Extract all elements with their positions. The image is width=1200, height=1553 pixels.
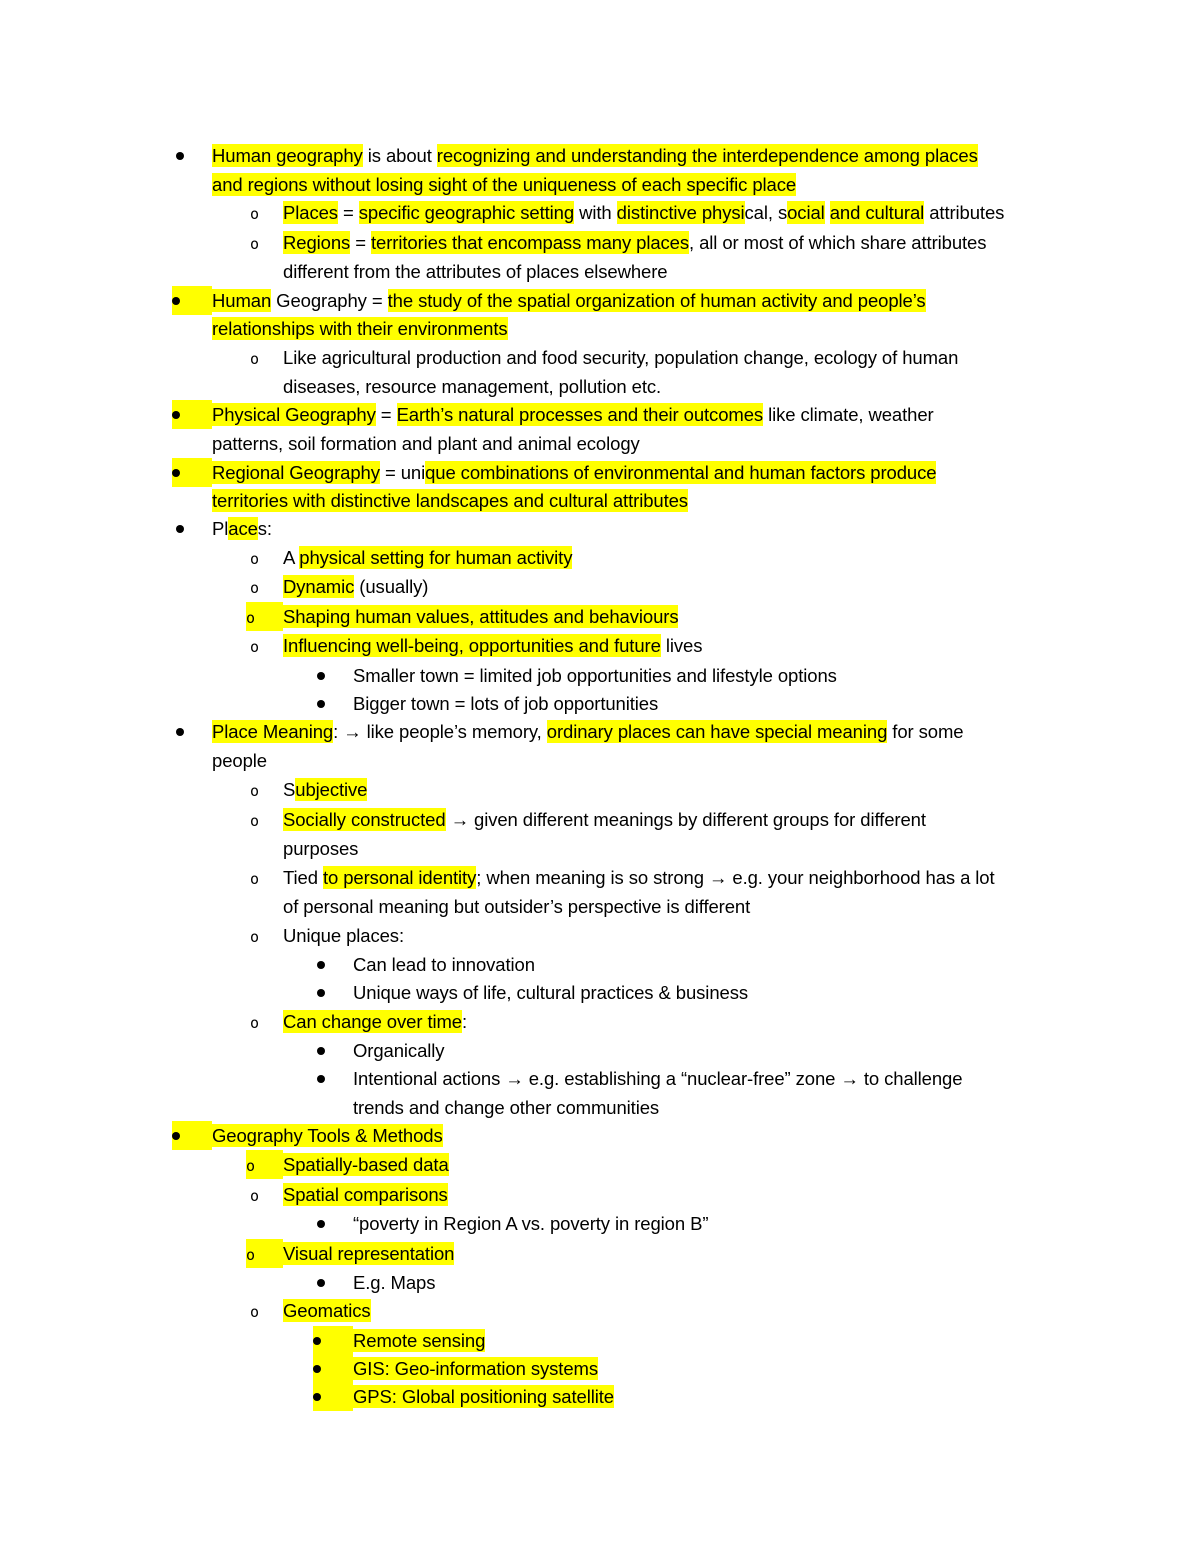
highlighted-text: Geography Tools & Methods [212,1125,443,1146]
note-line [353,1064,962,1093]
note-line [212,746,267,775]
note-line [283,892,750,921]
highlighted-text: territories with distinctive landscapes and cultural attributes [212,490,688,511]
bullet-marker [176,717,212,746]
bullet-marker [317,950,353,979]
note-line [283,543,572,572]
note-line [212,170,796,199]
note-line [353,1036,444,1065]
note-text: lives [660,635,703,656]
bullet-marker [317,689,353,718]
highlighted-text: ocial [787,202,825,223]
note-text: → given different meanings by different groups for different [445,809,926,830]
highlighted-text: ubjective [295,779,368,800]
note-text: E.g. Maps [353,1272,436,1293]
highlighted-text: ordinary places can have special meaning [546,721,888,742]
note-line [283,1180,448,1209]
bullet-marker [317,978,353,1007]
note-text: , all or most of which share attributes [689,232,987,253]
note-text: with [574,202,617,223]
note-text: Pl [212,518,229,539]
note-text: Smaller town = limited job opportunities and lifestyle options [353,665,837,686]
highlighted-text: Physical Geography [212,404,376,425]
bullet-marker [172,1121,212,1150]
note-line [212,429,640,458]
note-text: Tied [283,867,323,888]
circle-marker: o [250,350,260,368]
circle-marker: o [250,782,260,800]
note-text: for some [887,721,964,742]
note-line [283,198,1004,227]
highlighted-text: Remote sensing [353,1330,486,1351]
highlighted-text: Places [283,202,338,223]
note-line [283,921,404,950]
circle-marker: o [250,1303,260,1321]
note-line [283,343,958,372]
note-line [212,458,936,487]
note-line [353,1268,435,1297]
highlighted-text: GPS: Global positioning satellite [353,1386,614,1407]
note-line [353,689,658,718]
bullet-marker [172,286,212,315]
note-line [353,1354,598,1383]
bullet-marker [317,1268,353,1297]
note-text: trends and change other communities [353,1097,660,1118]
note-line [212,486,688,515]
note-text: Geography = [271,290,388,311]
note-text: Intentional actions → e.g. establishing a “nuclear-free” zone → to challenge [353,1068,963,1089]
note-line [283,805,926,834]
highlighted-text: Regional Geography [212,462,380,483]
highlighted-text: Socially constructed [283,809,446,830]
note-line [283,1239,454,1268]
note-text: “poverty in Region A vs. poverty in region B” [353,1213,709,1234]
bullet-marker [176,141,212,170]
highlighted-text: distinctive physi [616,202,745,223]
note-text: attributes [924,202,1005,223]
highlighted-text: Visual representation [283,1243,455,1264]
highlighted-text: and cultural [829,202,925,223]
circle-marker: o [250,235,260,253]
note-line [212,286,926,315]
note-text: Can lead to innovation [353,954,535,975]
bullet-marker [172,400,212,429]
note-text: = [375,404,397,425]
highlighted-text: the study of the spatial organization of human activity and people’s [387,290,926,311]
highlighted-text: territories that encompass many places [370,232,690,253]
circle-marker: o [250,928,260,946]
note-line [283,1296,371,1325]
note-text: like climate, weather [763,404,934,425]
bullet-marker [317,1036,353,1065]
note-text: diseases, resource management, pollution etc. [283,376,662,397]
note-line [283,572,428,601]
note-line [212,400,934,429]
highlighted-text: Human geography [212,145,363,166]
highlighted-text: Spatially-based data [283,1154,449,1175]
highlighted-text: Spatial comparisons [283,1184,448,1205]
note-line [212,717,963,746]
note-text: purposes [283,838,359,859]
note-text: = uni [379,462,426,483]
note-line [212,514,272,543]
note-text: A [283,547,300,568]
note-text: Organically [353,1040,445,1061]
note-text [825,202,830,223]
highlighted-text: recognizing and understanding the interdependence among places [436,145,978,166]
note-line [212,314,508,343]
highlighted-text: que combinations of environmental and human factors produce [425,462,937,483]
note-text: Unique ways of life, cultural practices & business [353,982,748,1003]
note-line [353,1326,485,1355]
note-text: = [337,202,359,223]
highlighted-text: Geomatics [283,1300,371,1321]
bullet-marker [317,661,353,690]
note-line [283,775,367,804]
highlighted-text: GIS: Geo-information systems [353,1358,598,1379]
highlighted-text: Earth’s natural processes and their outcomes [396,404,764,425]
bullet-marker [313,1354,353,1383]
note-text: patterns, soil formation and plant and animal ecology [212,433,640,454]
note-text: Unique places: [283,925,404,946]
note-line [353,978,748,1007]
highlighted-text: Place Meaning [212,721,334,742]
note-text: different from the attributes of places elsewhere [283,261,668,282]
note-text: : [462,1011,468,1032]
circle-marker: o [250,1187,260,1205]
note-line [212,1121,443,1150]
note-text: S [283,779,296,800]
bullet-marker [317,1064,353,1093]
circle-marker: o [250,870,260,888]
note-line [283,863,995,892]
note-text: : → like people’s memory, [333,721,547,742]
circle-marker: o [250,812,260,830]
note-line [283,228,986,257]
bullet-marker [172,458,212,487]
highlighted-text: physical setting for human activity [299,547,573,568]
note-line [283,602,678,631]
note-line [283,834,358,863]
highlighted-text: and regions without losing sight of the uniqueness of each specific place [212,174,797,195]
circle-marker: o [246,1150,283,1179]
highlighted-text: Shaping human values, attitudes and behaviours [283,606,679,627]
highlighted-text: ace [228,518,258,539]
note-line [353,1209,708,1238]
note-text: (usually) [354,576,429,597]
note-text: Bigger town = lots of job opportunities [353,693,659,714]
note-line [353,1382,614,1411]
circle-marker: o [246,602,283,631]
note-text: is about [362,145,437,166]
note-text: ; when meaning is so strong → e.g. your neighborhood has a lot [476,867,995,888]
note-line [283,631,702,660]
note-line [353,1093,659,1122]
note-line [283,372,661,401]
bullet-marker [176,514,212,543]
highlighted-text: Human [212,290,272,311]
highlighted-text: Influencing well-being, opportunities and future [283,635,661,656]
bullet-marker [313,1326,353,1355]
circle-marker: o [250,550,260,568]
bullet-marker [317,1209,353,1238]
highlighted-text: Regions [283,232,351,253]
highlighted-text: to personal identity [322,867,477,888]
circle-marker: o [250,638,260,656]
circle-marker: o [250,1014,260,1032]
bullet-marker [313,1382,353,1411]
note-line [283,1007,467,1036]
note-line [353,950,535,979]
circle-marker: o [246,1239,283,1268]
note-text: s: [257,518,272,539]
note-line [353,661,837,690]
note-line [283,1150,449,1179]
circle-marker: o [250,205,260,223]
note-line [212,141,978,170]
note-text: people [212,750,267,771]
note-line [283,257,668,286]
note-text: cal, s [744,202,788,223]
note-text: Like agricultural production and food security, population change, ecology of human [283,347,959,368]
highlighted-text: Dynamic [283,576,355,597]
highlighted-text: Can change over time [283,1011,462,1032]
highlighted-text: relationships with their environments [212,318,508,339]
note-text: of personal meaning but outsider’s perspective is different [283,896,751,917]
note-text: = [350,232,371,253]
highlighted-text: specific geographic setting [358,202,575,223]
circle-marker: o [250,579,260,597]
